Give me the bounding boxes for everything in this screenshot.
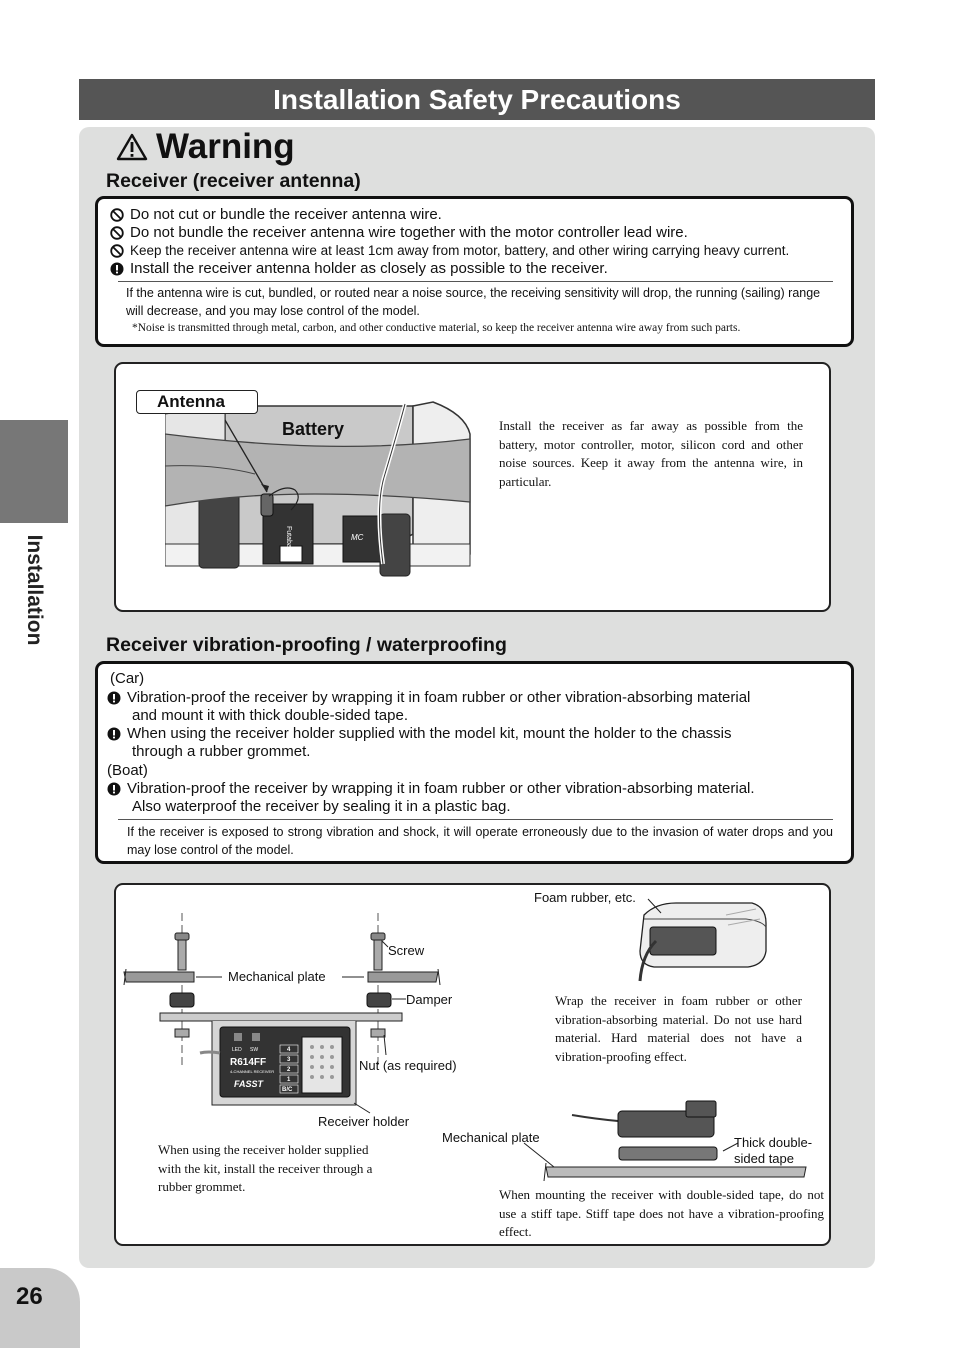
esc-label: MC xyxy=(351,533,364,542)
mandatory-icon xyxy=(107,691,121,705)
receiver-location-text: Install the receiver as far away as possible from the battery, motor controller, motor, silicon cord and other noise sources. Keep it away from the antenna wire, in particular. xyxy=(499,418,803,489)
car-label: (Car) xyxy=(110,670,145,687)
vibration-note: If the receiver is exposed to strong vibration and shock, it will operate erroneously due to the invasion of water drops and you may lose control of the model. xyxy=(127,825,833,857)
nut-label: Nut (as required) xyxy=(359,1058,457,1073)
receiver-holder-label: Receiver holder xyxy=(318,1114,410,1129)
mechanical-plate-label: Mechanical plate xyxy=(228,969,326,984)
tape-text: When mounting the receiver with double-sided tape, do not use a stiff tape. Stiff tape does not have a vibration-proofing effect. xyxy=(499,1187,824,1239)
vibration-warning-box: (Car) Vibration-proof the receiver by wrapping it in foam rubber or other vibration-absorbing material and mount it with thick double-sided tape. When using the receiver holder supplied with the model kit, mount the holder to the chassis through a rubber grommet. (Boat) Vibration-proof the receiver by wrapping it in foam rubber or other vibration-absorbing material. Also waterproof the receiver by sealing it in a plastic bag. If the receiver is exposed to strong vibration and shock, it will operate erroneously due to the invasion of water drops and you may lose control of the model. xyxy=(95,661,854,864)
screw-label: Screw xyxy=(388,943,425,958)
warning-title: Warning xyxy=(156,127,295,166)
antenna-footnote: *Noise is transmitted through metal, carbon, and other conductive material, so keep the receiver antenna wire away from such parts. xyxy=(132,322,741,334)
precaution-item: Keep the receiver antenna wire at least 1cm away from motor, battery, and other wiring carrying heavy current. xyxy=(110,242,845,260)
page-number: 26 xyxy=(16,1283,43,1310)
section-tab xyxy=(0,420,68,523)
precaution-item: Do not cut or bundle the receiver antenna wire. xyxy=(110,206,845,224)
damper-label: Damper xyxy=(406,992,453,1007)
foam-text: Wrap the receiver in foam rubber or other vibration-absorbing material. Do not use hard material. Hard material does not have a vibration-proofing effect. xyxy=(555,993,802,1064)
prohibited-icon xyxy=(110,244,124,258)
tape-label: Thick double- sided tape xyxy=(734,1135,813,1166)
section1-heading: Receiver (receiver antenna) xyxy=(106,170,361,192)
prohibited-icon xyxy=(110,208,124,222)
mounting-figure xyxy=(114,883,831,1246)
precaution-item: When using the receiver holder supplied with the model kit, mount the holder to the chassis xyxy=(107,725,847,743)
holder-text: When using the receiver holder supplied with the kit, install the receiver through a rubber grommet. xyxy=(158,1142,373,1194)
mechanical-plate-label-2: Mechanical plate xyxy=(442,1130,540,1145)
page-title: Installation Safety Precautions xyxy=(79,79,875,120)
receiver-brand: Futaba xyxy=(285,526,292,548)
warning-heading xyxy=(116,127,295,167)
divider xyxy=(118,281,833,282)
channel-label: 1 xyxy=(287,1077,291,1083)
boat-label: (Boat) xyxy=(107,761,148,779)
section2-heading: Receiver vibration-proofing / waterproofing xyxy=(106,634,507,656)
channel-label: 2 xyxy=(287,1067,291,1073)
antenna-label: Antenna xyxy=(136,390,258,414)
precaution-item: Do not bundle the receiver antenna wire together with the motor controller lead wire. xyxy=(110,224,845,242)
divider xyxy=(118,819,833,820)
sw-label: SW xyxy=(250,1047,259,1053)
mandatory-icon xyxy=(107,782,121,796)
led-label: LED xyxy=(232,1047,242,1053)
precaution-item: Install the receiver antenna holder as closely as possible to the receiver. xyxy=(110,260,845,278)
channel-label: 3 xyxy=(287,1057,291,1063)
receiver-logo: FASST xyxy=(234,1079,264,1089)
precaution-item: Vibration-proof the receiver by wrapping it in foam rubber or other vibration-absorbing material xyxy=(107,689,847,707)
precaution-item: Vibration-proof the receiver by wrapping it in foam rubber or other vibration-absorbing material. xyxy=(107,780,847,798)
mandatory-icon xyxy=(107,727,121,741)
foam-rubber-label: Foam rubber, etc. xyxy=(534,890,636,905)
section-tab-label: Installation xyxy=(23,534,46,646)
receiver-model: R614FF xyxy=(230,1057,267,1068)
prohibited-icon xyxy=(110,226,124,240)
warning-triangle-icon xyxy=(116,133,148,161)
receiver-location-figure xyxy=(114,362,831,612)
channel-label: 4 xyxy=(287,1047,291,1053)
receiver-sub: 4-CHANNEL RECEIVER xyxy=(230,1069,275,1074)
channel-label: B/C xyxy=(282,1087,293,1093)
antenna-note: If the antenna wire is cut, bundled, or routed near a noise source, the receiving sensitivity will drop, the running (sailing) range will decrease, and you may lose control of the model. xyxy=(126,286,821,318)
antenna-warning-box xyxy=(95,196,854,347)
battery-label: Battery xyxy=(282,419,345,439)
mandatory-icon xyxy=(110,262,124,276)
